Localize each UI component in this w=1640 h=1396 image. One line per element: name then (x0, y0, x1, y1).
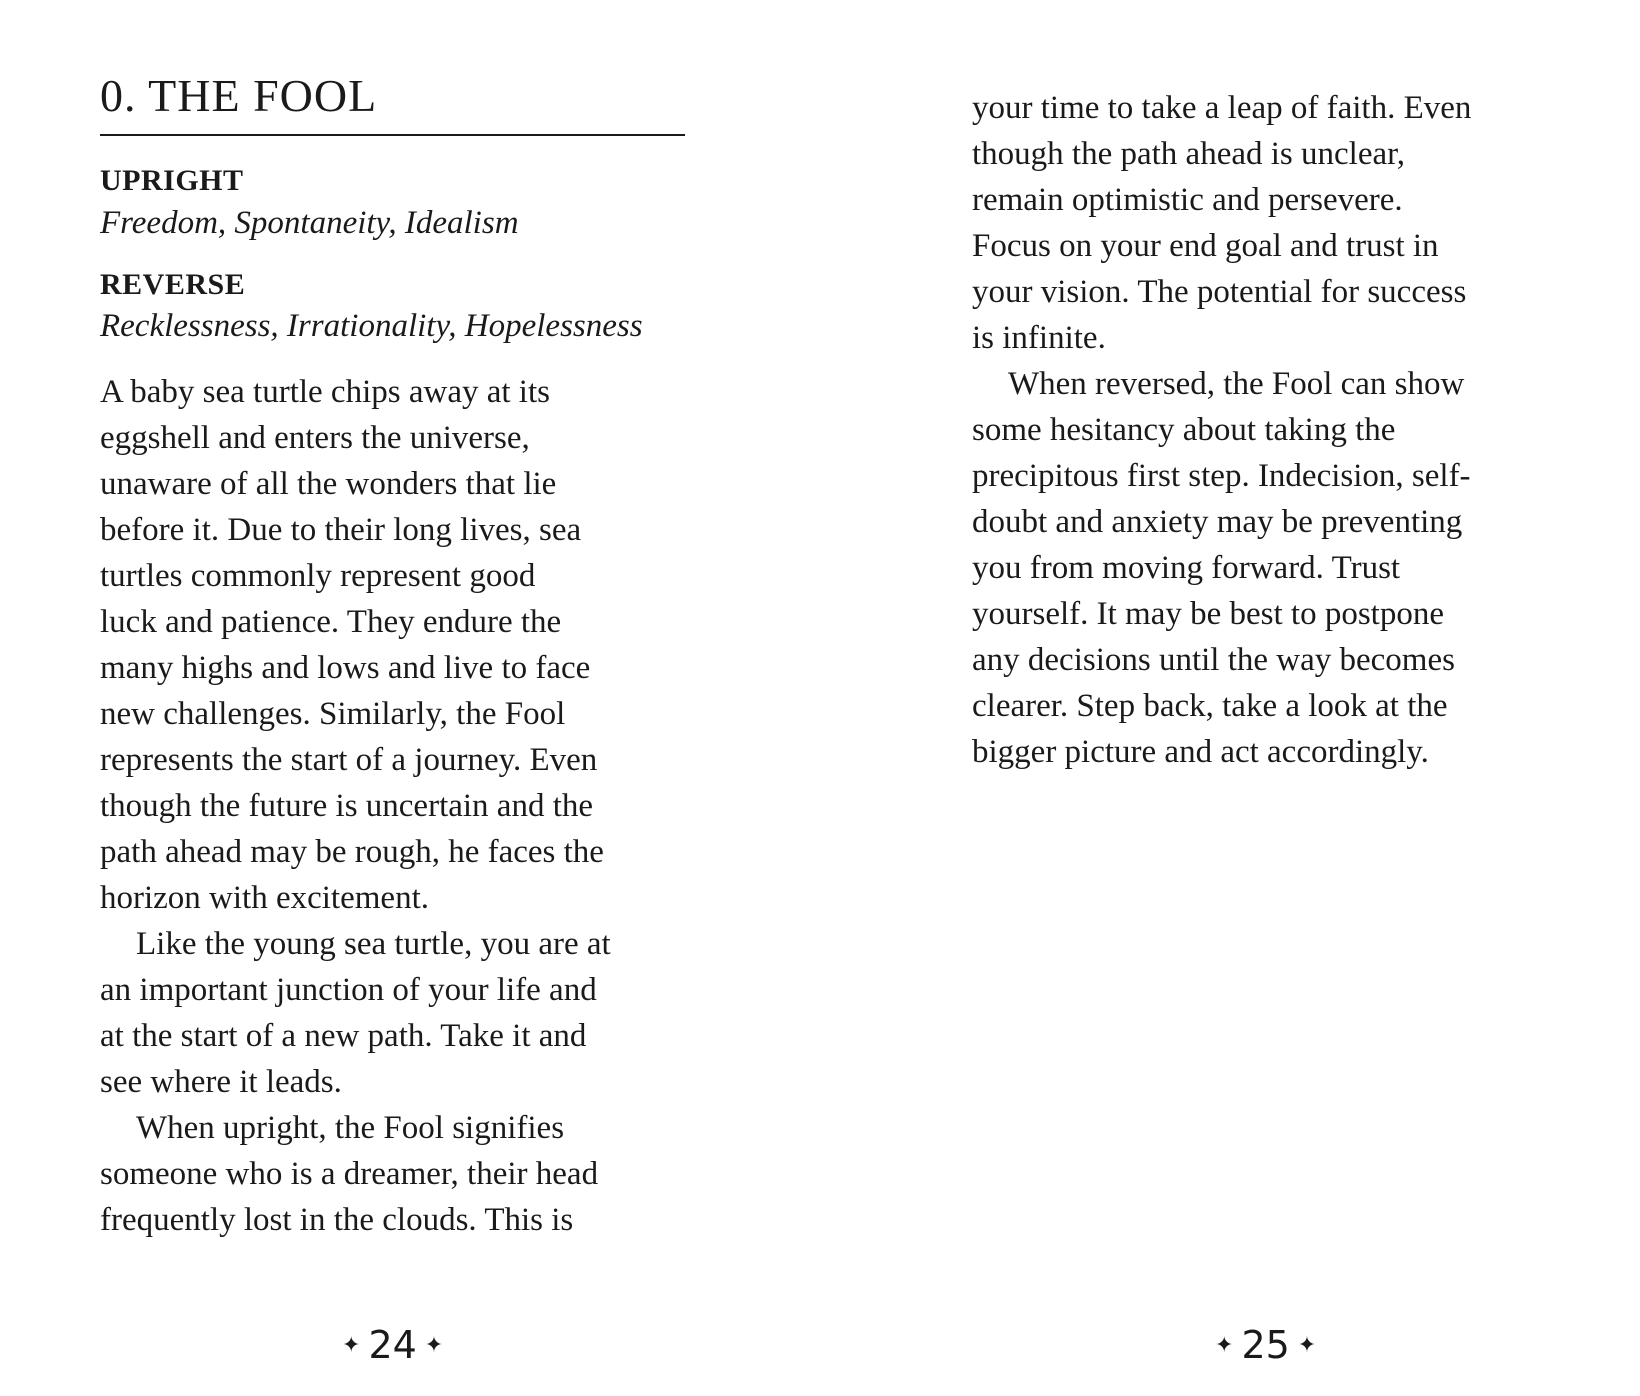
text-line: unaware of all the wonders that lie (100, 466, 557, 502)
upright-keywords: Freedom, Spontaneity, Idealism (100, 205, 519, 241)
text-line: you from moving forward. Trust (972, 550, 1401, 586)
card-title: 0. THE FOOL (100, 70, 378, 121)
text-line: someone who is a dreamer, their head (100, 1156, 599, 1192)
page-number-value: 24 (368, 1323, 417, 1367)
star-ornament-icon: ✦ (1297, 1333, 1317, 1358)
text-line: turtles commonly represent good (100, 558, 536, 594)
right-body-text (972, 85, 1471, 775)
page-number-left (334, 1321, 451, 1370)
text-line: Like the young sea turtle, you are at (136, 926, 611, 962)
text-line: see where it leads. (100, 1064, 342, 1100)
text-line: bigger picture and act accordingly. (972, 734, 1429, 770)
text-line: path ahead may be rough, he faces the (100, 834, 604, 870)
text-line: though the path ahead is unclear, (972, 136, 1406, 172)
text-line: A baby sea turtle chips away at its (100, 374, 550, 410)
text-line: before it. Due to their long lives, sea (100, 512, 582, 548)
text-line: horizon with excitement. (100, 880, 429, 916)
title-divider (100, 134, 685, 136)
text-line: When reversed, the Fool can show (1008, 366, 1465, 402)
text-line: some hesitancy about taking the (972, 412, 1396, 448)
text-line: When upright, the Fool signifies (136, 1110, 565, 1146)
right-page (820, 0, 1640, 1396)
text-line: an important junction of your life and (100, 972, 597, 1008)
text-line: new challenges. Similarly, the Fool (100, 696, 566, 732)
upright-label: UPRIGHT (100, 164, 244, 197)
text-line: remain optimistic and persevere. (972, 182, 1403, 218)
text-line: frequently lost in the clouds. This is (100, 1202, 574, 1238)
text-line: doubt and anxiety may be preventing (972, 504, 1463, 540)
text-line: many highs and lows and live to face (100, 650, 591, 686)
star-ornament-icon: ✦ (424, 1333, 444, 1358)
text-line: though the future is uncertain and the (100, 788, 594, 824)
page-number-right (1207, 1321, 1324, 1370)
text-line: represents the start of a journey. Even (100, 742, 598, 778)
text-line: your time to take a leap of faith. Even (972, 90, 1472, 126)
text-line: luck and patience. They endure the (100, 604, 562, 640)
reverse-keywords: Recklessness, Irrationality, Hopelessness (100, 308, 643, 344)
text-line: eggshell and enters the universe, (100, 420, 530, 456)
star-ornament-icon: ✦ (342, 1333, 361, 1358)
reverse-label: REVERSE (100, 268, 246, 301)
text-line: precipitous first step. Indecision, self- (972, 458, 1471, 494)
text-line: your vision. The potential for success (972, 274, 1467, 310)
text-line: any decisions until the way becomes (972, 642, 1455, 678)
star-ornament-icon: ✦ (1215, 1333, 1234, 1358)
text-line: is infinite. (972, 320, 1106, 356)
text-line: clearer. Step back, take a look at the (972, 688, 1448, 724)
left-body-text (100, 369, 611, 1243)
text-line: Focus on your end goal and trust in (972, 228, 1439, 264)
page-number-value: 25 (1241, 1323, 1290, 1367)
text-line: at the start of a new path. Take it and (100, 1018, 587, 1054)
text-line: yourself. It may be best to postpone (972, 596, 1444, 632)
